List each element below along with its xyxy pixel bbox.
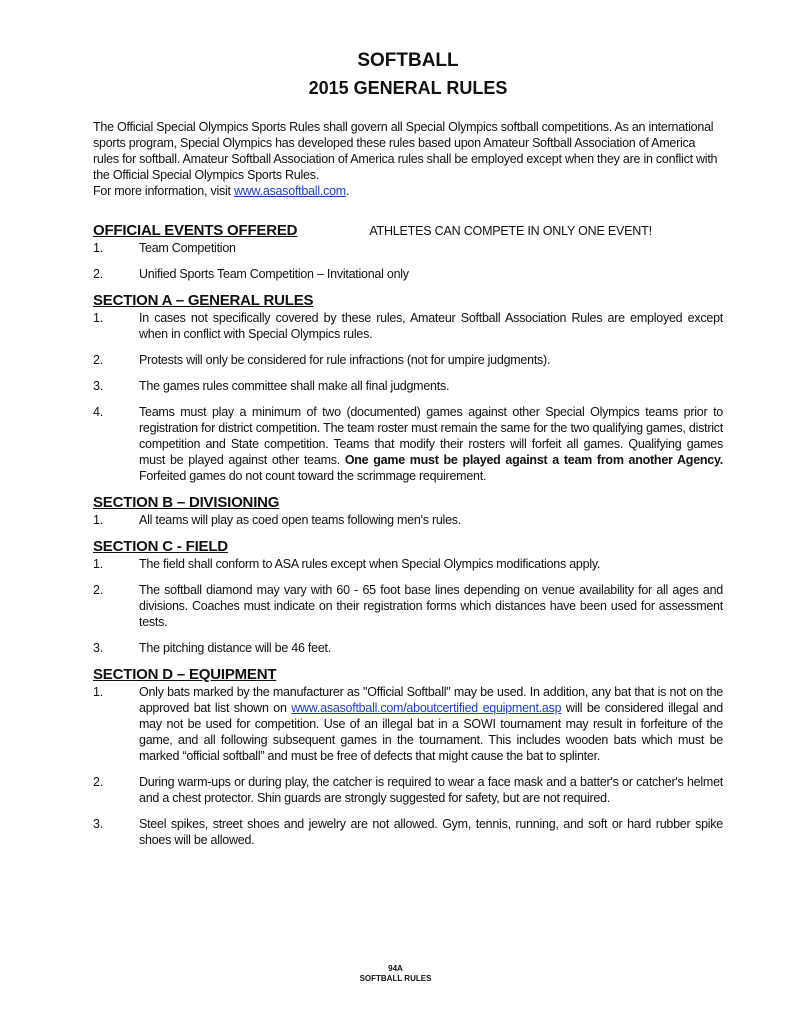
intro-paragraph [93, 119, 723, 199]
section-c-title: SECTION C - FIELD [93, 538, 228, 555]
section-d-list [93, 684, 723, 848]
item-text: The games rules committee shall make all final judgments. [139, 379, 450, 393]
list-item [93, 684, 723, 764]
item-text: The pitching distance will be 46 feet. [139, 641, 332, 655]
document-title: SOFTBALL [357, 50, 459, 71]
item-text-part: Teams must play a minimum of two (documented) games against other Special Olympics teams prior to registration for district competition. The team roster must remain the same for the two qualifying games, district competition and State competition. Teams that modify their rosters will forfeit all games. Qualifying games must be played against other teams. [139, 405, 723, 467]
item-number: 2. [93, 267, 103, 281]
bat-list-link[interactable]: www.asasoftball.com/aboutcertified equipment.asp [291, 701, 562, 715]
item-number: 4. [93, 405, 103, 419]
item-text: Unified Sports Team Competition – Invitational only [139, 267, 409, 281]
list-item [93, 378, 723, 394]
item-text: During warm-ups or during play, the catcher is required to wear a face mask and a batter's or catcher's helmet and a chest protector. Shin guards are strongly suggested for safety, but are not required. [139, 775, 723, 805]
item-number: 2. [93, 775, 103, 789]
item-number: 1. [93, 311, 103, 325]
section-a-list [93, 310, 723, 484]
section-b-list [93, 512, 723, 528]
list-item [93, 816, 723, 848]
item-text-part: Only bats marked by the manufacturer as "Official Softball" may be used. In addition, any bat that is not on the approved bat list shown on [139, 685, 723, 715]
item-text [139, 404, 723, 484]
asa-website-link[interactable]: www.asasoftball.com [233, 184, 346, 198]
document-subtitle: 2015 GENERAL RULES [308, 78, 508, 98]
intro-text: The Official Special Olympics Sports Rules shall govern all Special Olympics softball competitions. As an international sports program, Special Olympics has developed these rules based upon Amateur Softball Association of America rules for softball. Amateur Softball Association of America rules shall be employed except when they are in conflict with the Official Special Olympics Sports Rules. [93, 120, 718, 182]
item-number: 3. [93, 641, 103, 655]
events-note: ATHLETES CAN COMPETE IN ONLY ONE EVENT! [369, 224, 652, 238]
section-a-title: SECTION A – GENERAL RULES [93, 292, 314, 309]
list-item [93, 404, 723, 484]
item-text [139, 684, 723, 764]
item-number: 3. [93, 379, 103, 393]
item-number: 2. [93, 353, 103, 367]
list-item [93, 640, 723, 656]
item-text: The field shall conform to ASA rules except when Special Olympics modifications apply. [139, 557, 601, 571]
section-c-list [93, 556, 723, 656]
more-info-prefix: For more information, visit [93, 184, 234, 198]
list-item [93, 556, 723, 572]
item-text: All teams will play as coed open teams following men's rules. [139, 513, 462, 527]
item-number: 1. [93, 513, 103, 527]
list-item [93, 512, 723, 528]
list-item [93, 582, 723, 630]
item-text: The softball diamond may vary with 60 - 65 foot base lines depending on venue availability for all ages and divisions. Coaches must indicate on their registration forms which distances have been used for assessment tests. [139, 583, 723, 629]
section-a-heading [93, 292, 723, 310]
list-item [93, 352, 723, 368]
section-b-title: SECTION B – DIVISIONING [93, 494, 280, 511]
list-item [93, 240, 723, 256]
page-footer [0, 964, 791, 984]
item-text-part: Forfeited games do not count toward the scrimmage requirement. [139, 469, 487, 483]
events-list [93, 240, 723, 282]
item-text-bold: One game must be played against a team from another Agency. [344, 453, 723, 467]
item-number: 1. [93, 557, 103, 571]
item-text: In cases not specifically covered by these rules, Amateur Softball Association Rules are employed except when in conflict with Special Olympics rules. [139, 311, 723, 341]
document-page [93, 50, 723, 858]
section-d-heading [93, 666, 723, 684]
section-b-heading [93, 494, 723, 512]
item-number: 3. [93, 817, 103, 831]
page-number: 94A [388, 964, 403, 973]
more-info-suffix: . [345, 184, 350, 198]
item-text-part: will be considered illegal and may not be used for competition. Use of an illegal bat in a SOWI tournament may result in forfeiture of the game, and all following subsequent games in the tournament. This includes wooden bats which must be marked “official softball” and must be free of defects that might cause the bat to splinter. [139, 701, 723, 763]
events-section-title: OFFICIAL EVENTS OFFERED [93, 222, 298, 239]
section-c-heading [93, 538, 723, 556]
item-text: Team Competition [139, 241, 236, 255]
more-info-line [93, 183, 723, 199]
list-item [93, 266, 723, 282]
footer-label: SOFTBALL RULES [359, 974, 432, 983]
list-item [93, 310, 723, 342]
item-number: 2. [93, 583, 103, 597]
item-number: 1. [93, 241, 103, 255]
events-heading-row [93, 222, 723, 240]
section-d-title: SECTION D – EQUIPMENT [93, 666, 277, 683]
item-text: Protests will only be considered for rule infractions (not for umpire judgments). [139, 353, 551, 367]
item-number: 1. [93, 685, 103, 699]
item-text: Steel spikes, street shoes and jewelry are not allowed. Gym, tennis, running, and soft or hard rubber spike shoes will be allowed. [139, 817, 723, 847]
list-item [93, 774, 723, 806]
